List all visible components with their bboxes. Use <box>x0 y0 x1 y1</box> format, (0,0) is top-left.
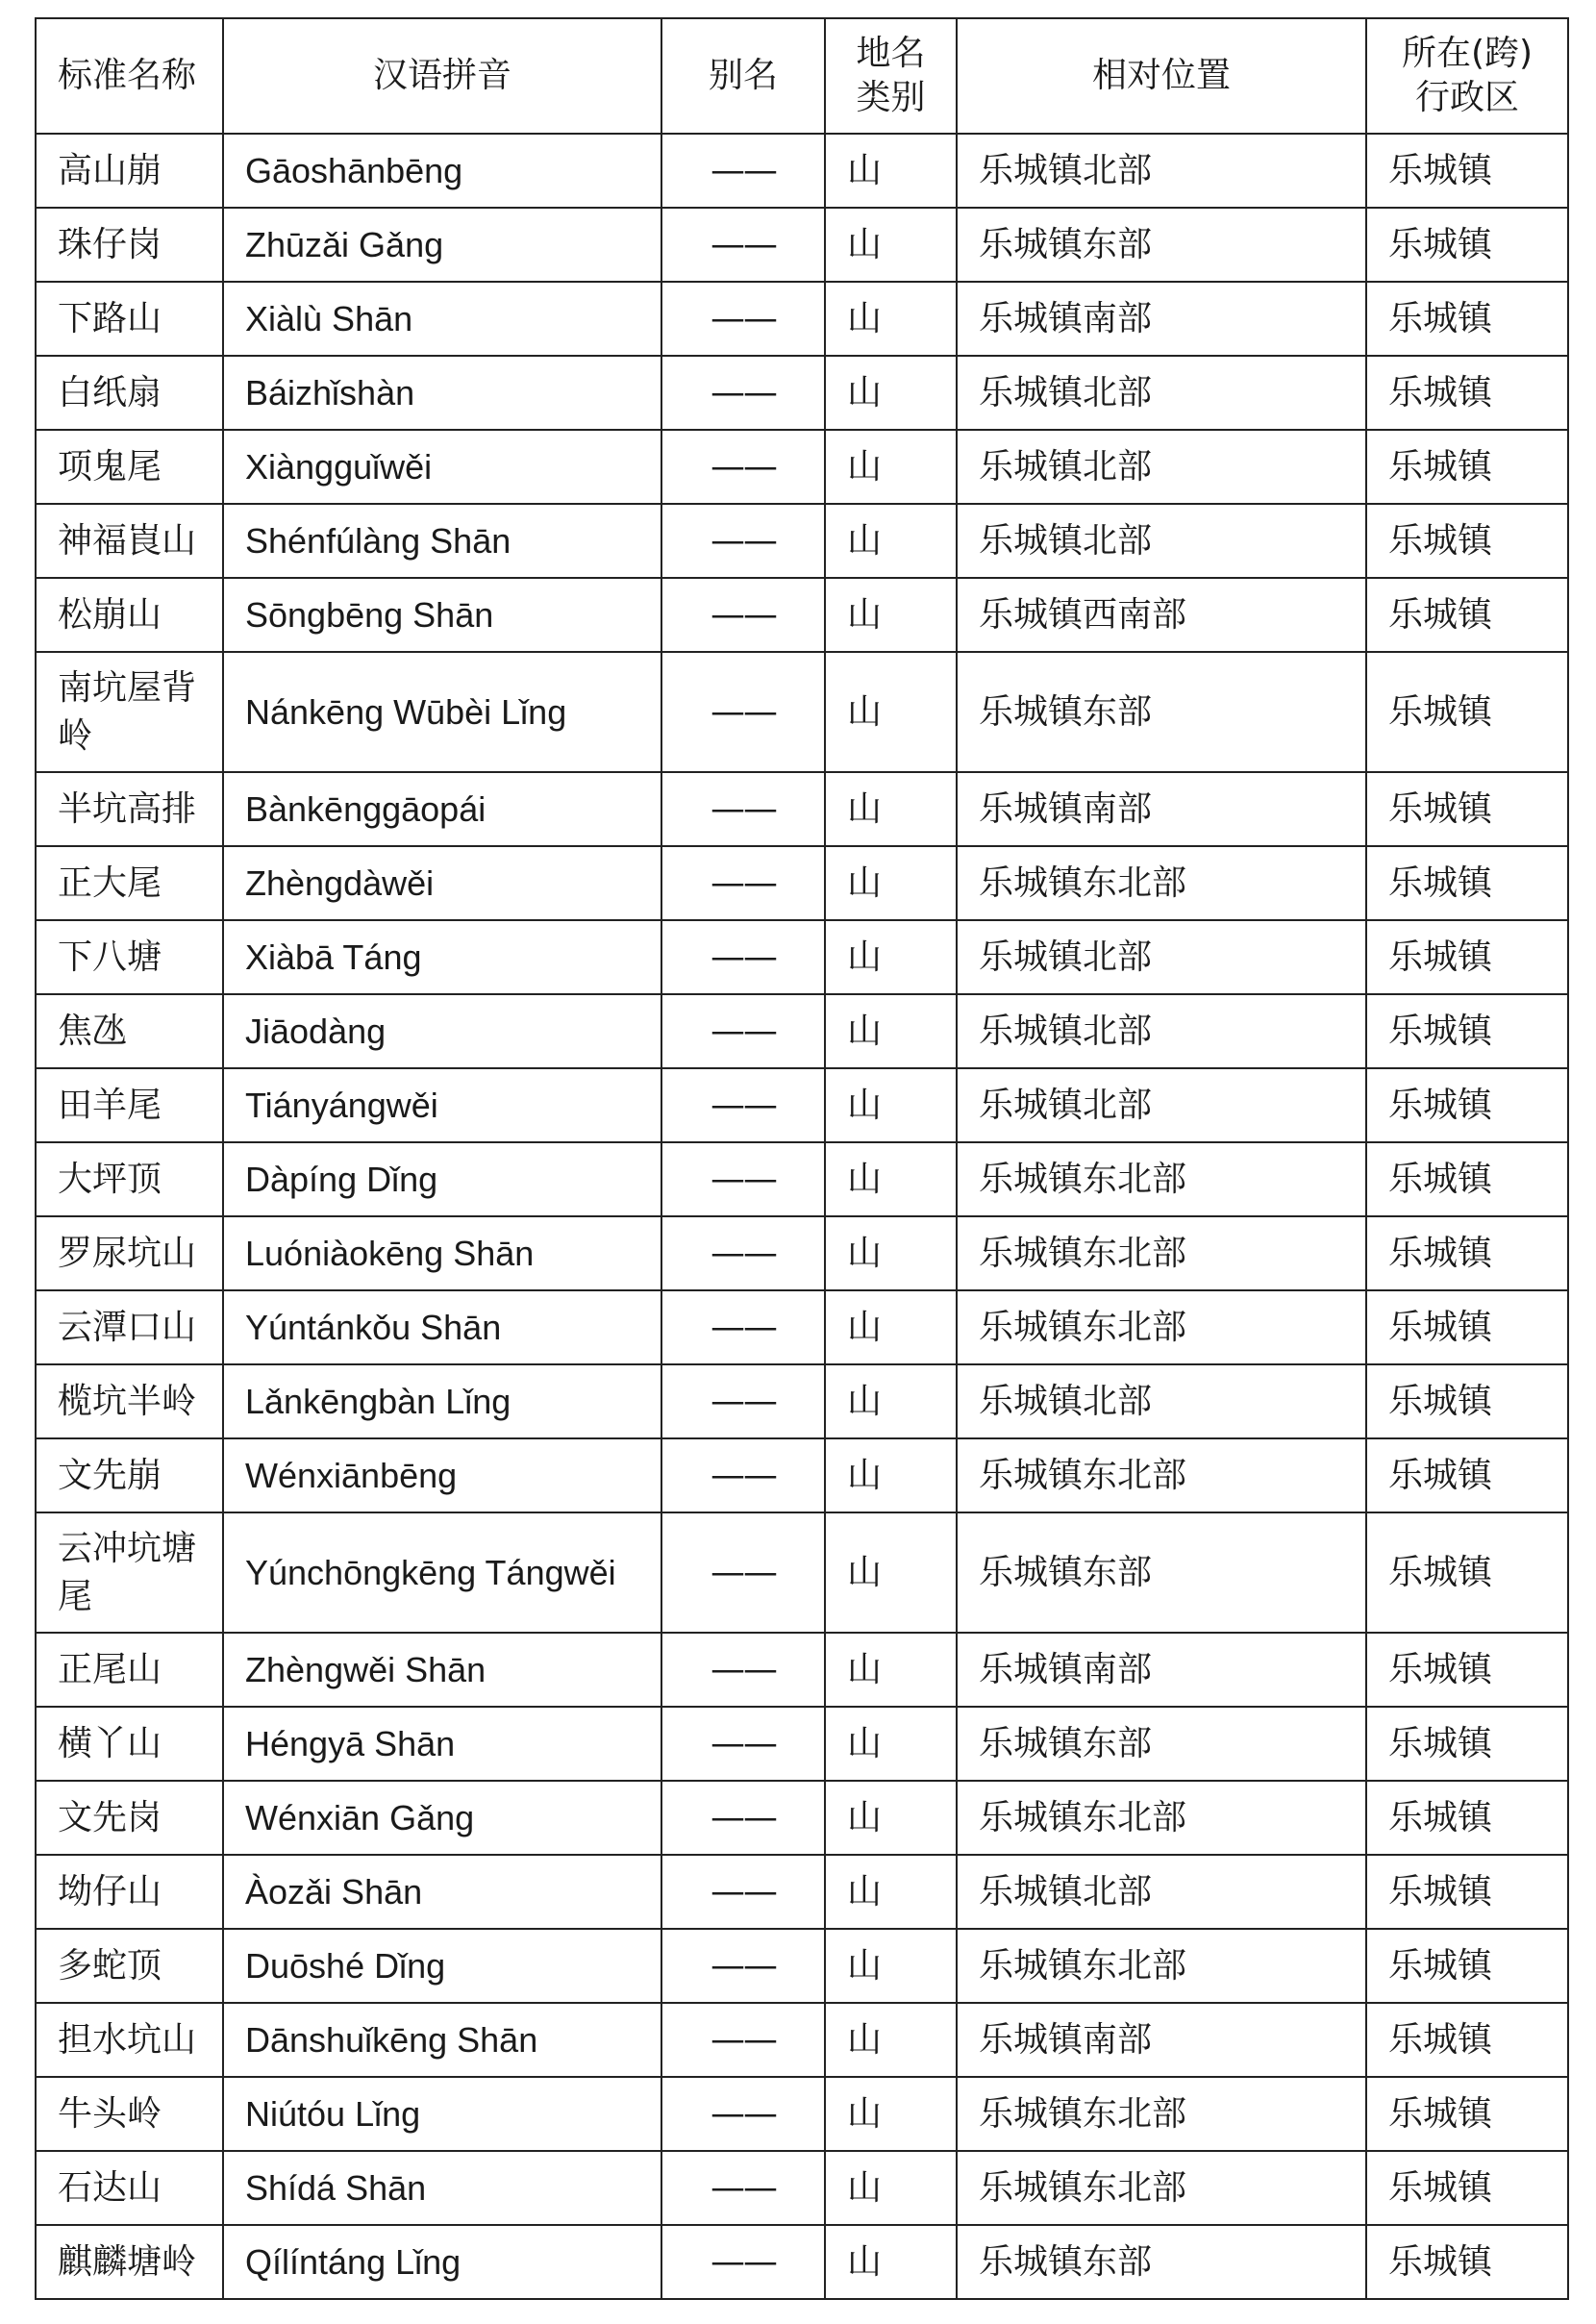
alias-dash: —— <box>711 1381 776 1421</box>
cell-standard-name: 多蛇顶 <box>36 1929 223 2003</box>
cell-alias <box>661 1142 825 1216</box>
cell-category: 山 <box>825 772 957 846</box>
cell-pinyin: Luóniàokēng Shān <box>223 1216 661 1290</box>
alias-dash: —— <box>711 446 776 487</box>
cell-pinyin: Zhèngwěi Shān <box>223 1633 661 1707</box>
cell-pinyin: Duōshé Dǐng <box>223 1929 661 2003</box>
cell-alias <box>661 1781 825 1855</box>
cell-standard-name: 珠仔岗 <box>36 208 223 282</box>
cell-category: 山 <box>825 1364 957 1438</box>
table-row <box>36 2225 1568 2299</box>
cell-category: 山 <box>825 134 957 208</box>
alias-dash: —— <box>711 1945 776 1986</box>
table-row <box>36 1068 1568 1142</box>
table-row <box>36 1929 1568 2003</box>
table-row <box>36 1364 1568 1438</box>
alias-dash: —— <box>711 1552 776 1592</box>
table-row <box>36 1216 1568 1290</box>
cell-relative-position: 乐城镇北部 <box>957 994 1366 1068</box>
cell-category: 山 <box>825 504 957 578</box>
cell-standard-name: 田羊尾 <box>36 1068 223 1142</box>
cell-admin-region: 乐城镇 <box>1366 1068 1568 1142</box>
cell-category: 山 <box>825 1068 957 1142</box>
header-alias: 别名 <box>661 18 825 134</box>
alias-dash: —— <box>711 1797 776 1837</box>
cell-pinyin: Sōngbēng Shān <box>223 578 661 652</box>
header-category-line2: 类别 <box>856 78 926 117</box>
cell-alias <box>661 920 825 994</box>
alias-dash: —— <box>711 224 776 264</box>
cell-category: 山 <box>825 846 957 920</box>
alias-dash: —— <box>711 594 776 635</box>
cell-relative-position: 乐城镇南部 <box>957 772 1366 846</box>
cell-relative-position: 乐城镇北部 <box>957 430 1366 504</box>
cell-relative-position: 乐城镇东北部 <box>957 1142 1366 1216</box>
cell-category: 山 <box>825 1438 957 1512</box>
cell-pinyin: Àozǎi Shān <box>223 1855 661 1929</box>
cell-alias <box>661 1512 825 1633</box>
table-row <box>36 2003 1568 2077</box>
cell-admin-region: 乐城镇 <box>1366 134 1568 208</box>
table-row <box>36 994 1568 1068</box>
cell-standard-name: 正尾山 <box>36 1633 223 1707</box>
table-row <box>36 504 1568 578</box>
table-body <box>36 134 1568 2299</box>
cell-admin-region: 乐城镇 <box>1366 2077 1568 2151</box>
cell-admin-region: 乐城镇 <box>1366 1290 1568 1364</box>
alias-dash: —— <box>711 2241 776 2282</box>
cell-relative-position: 乐城镇东北部 <box>957 1216 1366 1290</box>
cell-standard-name: 焦氹 <box>36 994 223 1068</box>
cell-alias <box>661 846 825 920</box>
table-row <box>36 1438 1568 1512</box>
cell-category: 山 <box>825 1781 957 1855</box>
cell-alias <box>661 2225 825 2299</box>
cell-pinyin: Wénxiān Gǎng <box>223 1781 661 1855</box>
alias-dash: —— <box>711 2019 776 2060</box>
cell-category: 山 <box>825 2225 957 2299</box>
cell-pinyin: Xiàbā Táng <box>223 920 661 994</box>
cell-pinyin: Bànkēnggāopái <box>223 772 661 846</box>
header-admin-line2: 行政区 <box>1414 78 1519 117</box>
cell-admin-region: 乐城镇 <box>1366 846 1568 920</box>
cell-admin-region: 乐城镇 <box>1366 578 1568 652</box>
cell-admin-region: 乐城镇 <box>1366 772 1568 846</box>
cell-category: 山 <box>825 282 957 356</box>
header-category <box>825 18 957 134</box>
cell-category: 山 <box>825 920 957 994</box>
cell-category: 山 <box>825 2151 957 2225</box>
alias-dash: —— <box>711 1085 776 1125</box>
cell-standard-name: 项鬼尾 <box>36 430 223 504</box>
cell-pinyin: Xiàngguǐwěi <box>223 430 661 504</box>
cell-standard-name: 横丫山 <box>36 1707 223 1781</box>
cell-category: 山 <box>825 1855 957 1929</box>
cell-admin-region: 乐城镇 <box>1366 920 1568 994</box>
cell-standard-name: 下路山 <box>36 282 223 356</box>
cell-standard-name: 榄坑半岭 <box>36 1364 223 1438</box>
cell-category: 山 <box>825 994 957 1068</box>
cell-category: 山 <box>825 1929 957 2003</box>
cell-standard-name: 文先岗 <box>36 1781 223 1855</box>
table-row <box>36 430 1568 504</box>
cell-admin-region: 乐城镇 <box>1366 1781 1568 1855</box>
cell-pinyin: Qílíntáng Lǐng <box>223 2225 661 2299</box>
cell-standard-name: 云潭口山 <box>36 1290 223 1364</box>
cell-alias <box>661 652 825 772</box>
cell-pinyin: Wénxiānbēng <box>223 1438 661 1512</box>
table-row <box>36 282 1568 356</box>
table-row <box>36 772 1568 846</box>
cell-pinyin: Jiāodàng <box>223 994 661 1068</box>
cell-category: 山 <box>825 208 957 282</box>
header-admin-region <box>1366 18 1568 134</box>
cell-admin-region: 乐城镇 <box>1366 1855 1568 1929</box>
cell-relative-position: 乐城镇东北部 <box>957 1290 1366 1364</box>
cell-pinyin: Zhūzǎi Gǎng <box>223 208 661 282</box>
alias-dash: —— <box>711 862 776 903</box>
cell-admin-region: 乐城镇 <box>1366 504 1568 578</box>
table-row <box>36 1290 1568 1364</box>
alias-dash: —— <box>711 788 776 829</box>
cell-relative-position: 乐城镇北部 <box>957 356 1366 430</box>
cell-relative-position: 乐城镇东部 <box>957 2225 1366 2299</box>
header-row <box>36 18 1568 134</box>
cell-admin-region: 乐城镇 <box>1366 1707 1568 1781</box>
cell-admin-region: 乐城镇 <box>1366 2151 1568 2225</box>
alias-dash: —— <box>711 298 776 338</box>
cell-standard-name: 云冲坑塘尾 <box>36 1512 223 1633</box>
cell-category: 山 <box>825 430 957 504</box>
cell-alias <box>661 1364 825 1438</box>
cell-relative-position: 乐城镇南部 <box>957 282 1366 356</box>
alias-dash: —— <box>711 937 776 977</box>
table-row <box>36 1633 1568 1707</box>
cell-admin-region: 乐城镇 <box>1366 1512 1568 1633</box>
cell-alias <box>661 1929 825 2003</box>
cell-admin-region: 乐城镇 <box>1366 652 1568 772</box>
cell-standard-name: 半坑高排 <box>36 772 223 846</box>
header-pinyin: 汉语拼音 <box>223 18 661 134</box>
cell-admin-region: 乐城镇 <box>1366 282 1568 356</box>
cell-relative-position: 乐城镇东北部 <box>957 2077 1366 2151</box>
cell-pinyin: Niútóu Lǐng <box>223 2077 661 2151</box>
table-row <box>36 1855 1568 1929</box>
table-row <box>36 2151 1568 2225</box>
cell-alias <box>661 2151 825 2225</box>
cell-alias <box>661 578 825 652</box>
alias-dash: —— <box>711 520 776 561</box>
place-name-table <box>35 17 1569 2300</box>
table-row <box>36 920 1568 994</box>
cell-standard-name: 石达山 <box>36 2151 223 2225</box>
cell-relative-position: 乐城镇东部 <box>957 208 1366 282</box>
cell-category: 山 <box>825 1512 957 1633</box>
table-row <box>36 134 1568 208</box>
cell-standard-name: 坳仔山 <box>36 1855 223 1929</box>
table-row <box>36 1707 1568 1781</box>
table-row <box>36 1142 1568 1216</box>
alias-dash: —— <box>711 1455 776 1495</box>
cell-standard-name: 大坪顶 <box>36 1142 223 1216</box>
cell-pinyin: Dānshuǐkēng Shān <box>223 2003 661 2077</box>
cell-alias <box>661 504 825 578</box>
alias-dash: —— <box>711 2167 776 2208</box>
cell-alias <box>661 282 825 356</box>
cell-standard-name: 罗尿坑山 <box>36 1216 223 1290</box>
table-row <box>36 578 1568 652</box>
cell-relative-position: 乐城镇东北部 <box>957 1929 1366 2003</box>
cell-standard-name: 麒麟塘岭 <box>36 2225 223 2299</box>
cell-pinyin: Zhèngdàwěi <box>223 846 661 920</box>
alias-dash: —— <box>711 1871 776 1912</box>
table-row <box>36 652 1568 772</box>
cell-relative-position: 乐城镇东北部 <box>957 1781 1366 1855</box>
cell-alias <box>661 2003 825 2077</box>
table-row <box>36 1512 1568 1633</box>
cell-admin-region: 乐城镇 <box>1366 2225 1568 2299</box>
cell-admin-region: 乐城镇 <box>1366 994 1568 1068</box>
cell-alias <box>661 430 825 504</box>
cell-admin-region: 乐城镇 <box>1366 2003 1568 2077</box>
cell-pinyin: Nánkēng Wūbèi Lǐng <box>223 652 661 772</box>
cell-alias <box>661 1438 825 1512</box>
cell-pinyin: Xiàlù Shān <box>223 282 661 356</box>
cell-admin-region: 乐城镇 <box>1366 430 1568 504</box>
table-row <box>36 2077 1568 2151</box>
header-standard-name: 标准名称 <box>36 18 223 134</box>
cell-pinyin: Dàpíng Dǐng <box>223 1142 661 1216</box>
cell-relative-position: 乐城镇东部 <box>957 652 1366 772</box>
cell-relative-position: 乐城镇北部 <box>957 1364 1366 1438</box>
cell-admin-region: 乐城镇 <box>1366 356 1568 430</box>
cell-standard-name: 白纸扇 <box>36 356 223 430</box>
cell-relative-position: 乐城镇东部 <box>957 1512 1366 1633</box>
cell-relative-position: 乐城镇北部 <box>957 1068 1366 1142</box>
cell-standard-name: 文先崩 <box>36 1438 223 1512</box>
cell-alias <box>661 2077 825 2151</box>
cell-relative-position: 乐城镇东部 <box>957 1707 1366 1781</box>
cell-pinyin: Yúntánkǒu Shān <box>223 1290 661 1364</box>
cell-alias <box>661 772 825 846</box>
cell-pinyin: Shénfúlàng Shān <box>223 504 661 578</box>
cell-pinyin: Báizhǐshàn <box>223 356 661 430</box>
cell-alias <box>661 1216 825 1290</box>
alias-dash: —— <box>711 1233 776 1273</box>
cell-admin-region: 乐城镇 <box>1366 1364 1568 1438</box>
cell-admin-region: 乐城镇 <box>1366 1438 1568 1512</box>
cell-pinyin: Shídá Shān <box>223 2151 661 2225</box>
alias-dash: —— <box>711 691 776 732</box>
cell-relative-position: 乐城镇西南部 <box>957 578 1366 652</box>
cell-category: 山 <box>825 1142 957 1216</box>
cell-category: 山 <box>825 1216 957 1290</box>
cell-category: 山 <box>825 1707 957 1781</box>
cell-relative-position: 乐城镇南部 <box>957 2003 1366 2077</box>
cell-alias <box>661 1855 825 1929</box>
cell-alias <box>661 208 825 282</box>
cell-category: 山 <box>825 1290 957 1364</box>
cell-alias <box>661 1633 825 1707</box>
cell-pinyin: Tiányángwěi <box>223 1068 661 1142</box>
cell-category: 山 <box>825 2003 957 2077</box>
cell-standard-name: 南坑屋背岭 <box>36 652 223 772</box>
cell-relative-position: 乐城镇北部 <box>957 920 1366 994</box>
cell-standard-name: 高山崩 <box>36 134 223 208</box>
cell-standard-name: 牛头岭 <box>36 2077 223 2151</box>
table-row <box>36 208 1568 282</box>
cell-relative-position: 乐城镇北部 <box>957 1855 1366 1929</box>
cell-relative-position: 乐城镇北部 <box>957 504 1366 578</box>
alias-dash: —— <box>711 372 776 412</box>
cell-relative-position: 乐城镇南部 <box>957 1633 1366 1707</box>
cell-admin-region: 乐城镇 <box>1366 1633 1568 1707</box>
cell-pinyin: Lǎnkēngbàn Lǐng <box>223 1364 661 1438</box>
cell-pinyin: Yúnchōngkēng Tángwěi <box>223 1512 661 1633</box>
cell-admin-region: 乐城镇 <box>1366 1142 1568 1216</box>
cell-alias <box>661 134 825 208</box>
cell-alias <box>661 1707 825 1781</box>
alias-dash: —— <box>711 1307 776 1347</box>
alias-dash: —— <box>711 2093 776 2134</box>
cell-standard-name: 正大尾 <box>36 846 223 920</box>
alias-dash: —— <box>711 150 776 190</box>
cell-pinyin: Gāoshānbēng <box>223 134 661 208</box>
cell-admin-region: 乐城镇 <box>1366 208 1568 282</box>
cell-admin-region: 乐城镇 <box>1366 1216 1568 1290</box>
alias-dash: —— <box>711 1723 776 1763</box>
header-category-line1: 地名 <box>856 34 926 73</box>
cell-alias <box>661 356 825 430</box>
cell-category: 山 <box>825 652 957 772</box>
cell-admin-region: 乐城镇 <box>1366 1929 1568 2003</box>
alias-dash: —— <box>711 1159 776 1199</box>
alias-dash: —— <box>711 1011 776 1051</box>
cell-standard-name: 下八塘 <box>36 920 223 994</box>
cell-standard-name: 松崩山 <box>36 578 223 652</box>
table-row <box>36 846 1568 920</box>
cell-relative-position: 乐城镇东北部 <box>957 2151 1366 2225</box>
header-admin-line1: 所在(跨) <box>1401 34 1534 73</box>
cell-category: 山 <box>825 578 957 652</box>
cell-alias <box>661 994 825 1068</box>
cell-category: 山 <box>825 2077 957 2151</box>
alias-dash: —— <box>711 1649 776 1689</box>
cell-relative-position: 乐城镇北部 <box>957 134 1366 208</box>
cell-relative-position: 乐城镇东北部 <box>957 1438 1366 1512</box>
cell-standard-name: 神福崀山 <box>36 504 223 578</box>
cell-alias <box>661 1290 825 1364</box>
cell-category: 山 <box>825 356 957 430</box>
cell-relative-position: 乐城镇东北部 <box>957 846 1366 920</box>
cell-standard-name: 担水坑山 <box>36 2003 223 2077</box>
table-row <box>36 1781 1568 1855</box>
cell-alias <box>661 1068 825 1142</box>
cell-pinyin: Héngyā Shān <box>223 1707 661 1781</box>
header-relative-position: 相对位置 <box>957 18 1366 134</box>
cell-category: 山 <box>825 1633 957 1707</box>
table-row <box>36 356 1568 430</box>
